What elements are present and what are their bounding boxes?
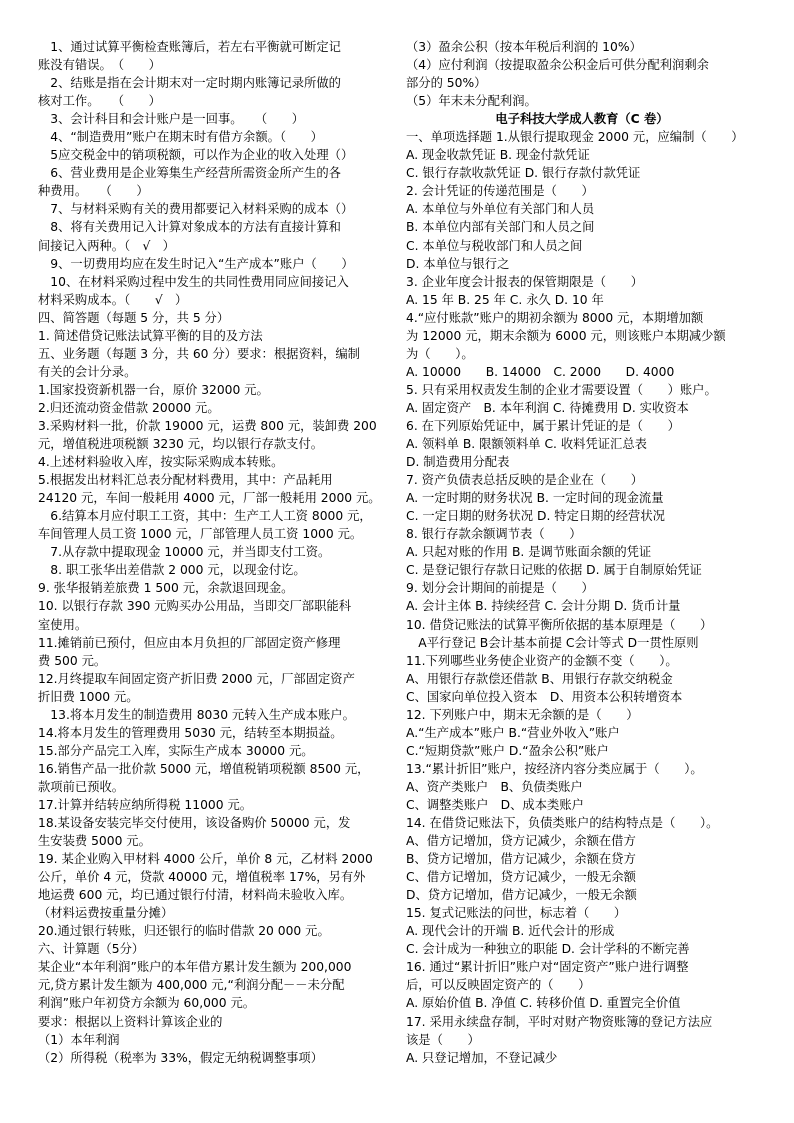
text-line: 5.根据发出材料汇总表分配材料费用，其中：产品耗用 xyxy=(38,473,333,488)
text-line: 为 12000 元，期末余额为 6000 元，则该账户本期减少额 xyxy=(406,328,726,343)
text-line: 一、单项选择题 1.从银行提取现金 2000 元，应编制（ ） xyxy=(406,130,744,145)
text-line: A、用银行存款偿还借款 B、用银行存款交纳税金 xyxy=(406,671,673,686)
text-line: 10. 以银行存款 390 元购买办公用品，当即交厂部职能科 xyxy=(38,599,351,614)
text-line: 为（ ）。 xyxy=(406,346,474,361)
text-line: 9、一切费用均应在发生时记入“生产成本”账户（ ） xyxy=(38,256,354,271)
text-line: D、贷方记增加，借方记减少，一般无余额 xyxy=(406,888,637,903)
text-line: （4）应付利润（按提取盈余公积金后可供分配利润剩余 xyxy=(406,58,709,73)
single-choice-section xyxy=(406,128,758,1066)
text-line: 五、业务题（每题 3 分，共 60 分）要求：根据资料，编制 xyxy=(38,346,360,361)
text-line: 6、营业费用是企业筹集生产经营所需资金所产生的各 xyxy=(38,166,341,181)
text-line: C. 一定日期的财务状况 D. 特定日期的经营状况 xyxy=(406,509,665,524)
text-line: B、贷方记增加，借方记减少，余额在贷方 xyxy=(406,852,636,867)
text-line: A. 一定时期的财务状况 B. 一定时间的现金流量 xyxy=(406,491,664,506)
text-line: 2、结账是指在会计期末对一定时期内账簿记录所做的 xyxy=(38,76,341,91)
text-line: 15.部分产品完工入库，实际生产成本 30000 元。 xyxy=(38,743,314,758)
text-line: D. 本单位与银行之 xyxy=(406,256,510,271)
text-line: 9. 张华报销差旅费 1 500 元，余款退回现金。 xyxy=(38,581,294,596)
text-line: 18.某设备安装完毕交付使用，该设备购价 50000 元，发 xyxy=(38,816,351,831)
text-line: 3、会计科目和会计账户是一回事。 （ ） xyxy=(38,112,305,127)
text-line: 部分的 50%） xyxy=(406,76,487,91)
text-line: 六、计算题（5分） xyxy=(38,942,145,957)
text-line: 1.国家投资新机器一台，原价 32000 元。 xyxy=(38,382,269,397)
text-line: 4、“制造费用”账户在期末时有借方余额。（ ） xyxy=(38,130,323,145)
text-line: 14.将本月发生的管理费用 5030 元，结转至本期损益。 xyxy=(38,725,343,740)
text-line: （3）盈余公积（按本年税后利润的 10%） xyxy=(406,40,642,54)
text-line: （1）本年利润 xyxy=(38,1032,120,1047)
text-line: 3.采购材料一批，价款 19000 元，运费 800 元，装卸费 200 xyxy=(38,418,377,433)
text-line: （2）所得税（税率为 33%，假定无纳税调整事项） xyxy=(38,1050,324,1065)
text-line: 11.摊销前已预付，但应由本月负担的厂部固定资产修理 xyxy=(38,635,341,650)
text-line: 折旧费 1000 元。 xyxy=(38,689,139,704)
text-line: 四、简答题（每题 5 分，共 5 分） xyxy=(38,310,230,325)
text-line: 5. 只有采用权责发生制的企业才需要设置（ ）账户。 xyxy=(406,382,717,397)
text-line: 5应交税金中的销项税额，可以作为企业的收入处理（） xyxy=(38,148,354,163)
text-line: 1. 简述借贷记账法试算平衡的目的及方法 xyxy=(38,328,263,343)
text-line: 地运费 600 元，均已通过银行付清，材料尚未验收入库。 xyxy=(38,888,353,903)
text-line: 元,贷方累计发生额为 400,000 元,“利润分配－－未分配 xyxy=(38,978,345,993)
text-line: 3. 企业年度会计报表的保管期限是（ ） xyxy=(406,274,643,289)
text-line: 6.结算本月应付职工工资，其中：生产工人工资 8000 元， xyxy=(38,509,372,524)
text-line: A. 会计主体 B. 持续经营 C. 会计分期 D. 货币计量 xyxy=(406,599,681,614)
text-line: A. 现代会计的开端 B. 近代会计的形成 xyxy=(406,924,615,939)
text-line: A. 现金收款凭证 B. 现金付款凭证 xyxy=(406,148,590,163)
text-line: A. 10000 B. 14000 C. 2000 D. 4000 xyxy=(406,364,675,379)
exam-title: 电子科技大学成人教育（C 卷） xyxy=(495,112,669,127)
text-line: 24120 元，车间一般耗用 4000 元，厂部一般耗用 2000 元。 xyxy=(38,491,381,506)
text-line: 10. 借贷记账法的试算平衡所依据的基本原理是（ ） xyxy=(406,617,713,632)
text-line: 后，可以反映固定资产的（ ） xyxy=(406,978,591,993)
text-line: （材料运费按重量分摊） xyxy=(38,906,174,921)
text-line: 12. 下列账户中，期末无余额的是（ ） xyxy=(406,707,639,722)
text-line: B. 本单位内部有关部门和人员之间 xyxy=(406,220,595,235)
text-line: 16. 通过“累计折旧”账户对“固定资产”账户进行调整 xyxy=(406,960,689,975)
text-line: 14. 在借贷记账法下，负债类账户的结构特点是（ ）。 xyxy=(406,816,719,831)
text-line: 6. 在下列原始凭证中，属于累计凭证的是（ ） xyxy=(406,418,680,433)
text-line: C.“短期贷款”账户 D.“盈余公积”账户 xyxy=(406,743,609,758)
text-line: C. 银行存款收款凭证 D. 银行存款付款凭证 xyxy=(406,166,641,181)
text-line: 室使用。 xyxy=(38,617,88,632)
text-line: A. 领料单 B. 限额领料单 C. 收料凭证汇总表 xyxy=(406,437,647,452)
text-line: 8. 职工张华出差借款 2 000 元，以现金付讫。 xyxy=(38,563,306,578)
text-line: A平行登记 B会计基本前提 C会计等式 D一贯性原则 xyxy=(406,635,699,650)
text-line: C、借方记增加，贷方记减少，一般无余额 xyxy=(406,870,636,885)
text-line: 7. 资产负债表总括反映的是企业在（ ） xyxy=(406,473,643,488)
text-line: 2.归还流动资金借款 20000 元。 xyxy=(38,400,220,415)
text-line: 该是（ ） xyxy=(406,1032,480,1047)
text-line: 8、将有关费用记入计算对象成本的方法有直接计算和 xyxy=(38,220,341,235)
text-line: 15. 复式记账法的问世，标志着（ ） xyxy=(406,906,627,921)
text-line: A. 15 年 B. 25 年 C. 永久 D. 10 年 xyxy=(406,292,604,307)
text-line: 费 500 元。 xyxy=(38,653,107,668)
text-line: 2. 会计凭证的传递范围是（ ） xyxy=(406,184,594,199)
text-line: 利润”账户年初贷方余额为 60,000 元。 xyxy=(38,996,256,1011)
text-line: 12.月终提取车间固定资产折旧费 2000 元，厂部固定资产 xyxy=(38,671,355,686)
text-line: A. 固定资产 B. 本年利润 C. 待摊费用 D. 实收资本 xyxy=(406,400,689,415)
text-line: 款项前已预收。 xyxy=(38,779,125,794)
text-line: A、借方记增加，贷方记减少，余额在借方 xyxy=(406,834,636,849)
text-line: C. 会计成为一种独立的职能 D. 会计学科的不断完善 xyxy=(406,942,690,957)
text-line: 材料采购成本。（ √ ） xyxy=(38,292,188,307)
text-line: 公斤，单价 4 元，贷款 40000 元，增值税率 17%，另有外 xyxy=(38,870,366,885)
text-line: 核对工作。 （ ） xyxy=(38,94,161,109)
text-line: 账没有错误。 （ ） xyxy=(38,58,161,73)
text-line: D. 制造费用分配表 xyxy=(406,455,510,470)
text-line: A. 本单位与外单位有关部门和人员 xyxy=(406,202,595,217)
text-line: 8. 银行存款余额调节表（ ） xyxy=(406,527,582,542)
text-line: 4.“应付账款”账户的期初余额为 8000 元，本期增加额 xyxy=(406,310,704,325)
text-line: 10、在材料采购过程中发生的共同性费用同应间接记入 xyxy=(38,274,349,289)
text-line: A. 只登记增加，不登记减少 xyxy=(406,1050,558,1065)
text-line: A. 只起对账的作用 B. 是调节账面余额的凭证 xyxy=(406,545,652,560)
text-line: 11.下列哪些业务使企业资产的金额不变（ ）。 xyxy=(406,653,678,668)
text-line: 13.将本月发生的制造费用 8030 元转入生产成本账户。 xyxy=(38,707,355,722)
calculation-continued xyxy=(406,38,758,110)
text-line: 4.上述材料验收入库，按实际采购成本转账。 xyxy=(38,455,284,470)
text-line: 16.销售产品一批价款 5000 元，增值税销项税额 8500 元， xyxy=(38,761,370,776)
text-line: 某企业“本年利润”账户的本年借方累计发生额为 200,000 xyxy=(38,960,352,975)
text-line: 7、与材料采购有关的费用都要记入材料采购的成本（） xyxy=(38,202,354,217)
text-line: A. 原始价值 B. 净值 C. 转移价值 D. 重置完全价值 xyxy=(406,996,681,1011)
text-line: 生安装费 5000 元。 xyxy=(38,834,151,849)
text-line: （5）年末未分配利润。 xyxy=(406,94,537,109)
text-line: 13.“累计折旧”账户，按经济内容分类应属于（ ）。 xyxy=(406,761,703,776)
text-line: 19. 某企业购入甲材料 4000 公斤，单价 8 元，乙材料 2000 xyxy=(38,852,373,867)
right-column xyxy=(406,38,758,1067)
text-line: 20.通过银行转账，归还银行的临时借款 20 000 元。 xyxy=(38,924,330,939)
text-line: C、国家向单位投入资本 D、用资本公积转增资本 xyxy=(406,689,683,704)
left-column xyxy=(38,38,388,1067)
text-line: C、调整类账户 D、成本类账户 xyxy=(406,797,584,812)
text-line: 车间管理人员工资 1000 元，厂部管理人员工资 1000 元。 xyxy=(38,527,363,542)
text-line: A.“生产成本”账户 B.“营业外收入”账户 xyxy=(406,725,620,740)
text-line: 种费用。 （ ） xyxy=(38,184,149,199)
text-line: 17. 采用永续盘存制，平时对财产物资账簿的登记方法应 xyxy=(406,1014,713,1029)
text-line: 有关的会计分录。 xyxy=(38,364,137,379)
text-line: 间接记入两种。（ √ ） xyxy=(38,238,175,253)
text-line: 元，增值税进项税额 3230 元，均以银行存款支付。 xyxy=(38,437,324,452)
text-line: 7.从存款中提取现金 10000 元，并当即支付工资。 xyxy=(38,545,331,560)
text-line: 9. 划分会计期间的前提是（ ） xyxy=(406,581,594,596)
text-line: 17.计算并结转应纳所得税 11000 元。 xyxy=(38,797,253,812)
text-line: 1、通过试算平衡检查账簿后，若左右平衡就可断定记 xyxy=(38,40,341,54)
text-line: C. 是登记银行存款日记账的依据 D. 属于自制原始凭证 xyxy=(406,563,702,578)
text-line: A、资产类账户 B、负债类账户 xyxy=(406,779,583,794)
text-line: 要求：根据以上资料计算该企业的 xyxy=(38,1014,223,1029)
text-line: C. 本单位与税收部门和人员之间 xyxy=(406,238,583,253)
